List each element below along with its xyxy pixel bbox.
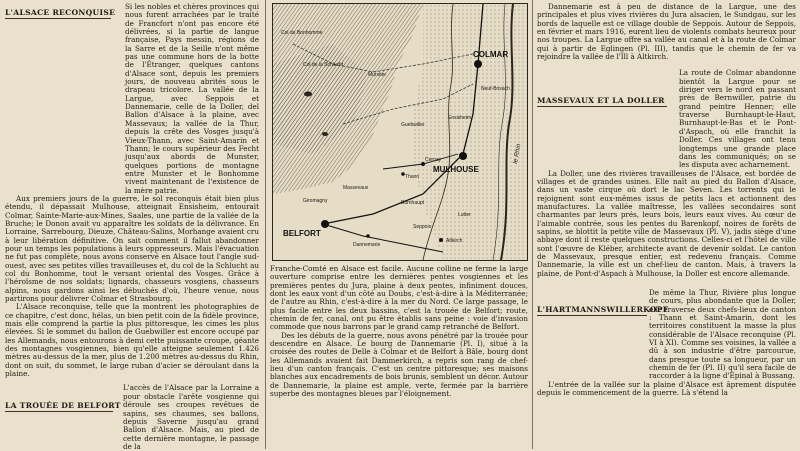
- town-label: Giromagny: [303, 198, 328, 204]
- town-label: Burnhaupt: [401, 200, 425, 206]
- city-label: MULHOUSE: [433, 165, 479, 174]
- town-label: Dannemarie: [353, 242, 381, 248]
- town-label: Altkirch: [446, 238, 463, 244]
- city-label: BELFORT: [283, 229, 321, 238]
- paragraph: Franche-Comté en Alsace est facile. Aucune colline ne ferme la large ouverture comprise entre les dernières pentes vosgiennes et les premières pentes du Jura, plaine à deux pentes, infiniment douces, dont les eaux vont d'un côté au Doubs, c'est-à-dire à la Méditerranée; de l'autre au Rhin, c'est-à-dire à la mer du Nord. Ce large passage, le plus facile entre les deux bassins, c'est la trouée de Belfort; route, chemin de fer, canal, ont pu être établis sans peine : voie d'invasion commode que nous barrons par le grand camp retranché de Belfort.: [270, 264, 528, 332]
- town-label: Col du Bonhomme: [281, 30, 323, 36]
- heading-underline: [537, 315, 647, 316]
- town-label: Thann: [405, 174, 420, 180]
- paragraph: L'entrée de la vallée sur la plaine d'Alsace est âprement disputée depuis le commencement de la guerre. Là s'étend la: [537, 379, 796, 398]
- heading-massevaux-et-la-doller: MASSEVAUX ET LA DOLLER: [537, 96, 665, 105]
- city-marker: [474, 60, 482, 68]
- heading-underline: [537, 106, 667, 107]
- paragraph: Aux premiers jours de la guerre, le sol reconquis était bien plus étendu, il dépassait Mulhouse, atteignait Ensisheim, entourait Colmar, Sainte-Marie-aux-Mines, Saales, une partie de la vallée de la Bruche; le Donon avait vu apparaître les soldats de la délivrance. En Lorraine, Sarrebourg, Dieuze, Château-Salins, Morhange avaient cru à leur libération définitive. On sait comment il fallut abandonner pour un temps les populations à leurs oppresseurs. Mais l'évacuation ne fut pas complète, nous avons conservé en Alsace tout l'angle sud-ouest, avec ses petites villes travailleuses et, du col de la Schlucht au col du Bonhomme, tout le versant oriental des Vosges. Grâce à l'héroïsme de nos soldats; lignards, chasseurs vosgiens, chasseurs alpins, nous gardons ainsi les débuchés d'où, l'heure venue, nous partirons pour délivrer Colmar et Strasbourg.: [5, 193, 259, 304]
- heading-alsace-reconquise: L'ALSACE RECONQUISE: [5, 8, 116, 17]
- city-marker: [459, 152, 467, 160]
- column-separator-left: [265, 0, 266, 449]
- map-alsace: [272, 3, 528, 261]
- town-label: Seppois: [413, 224, 432, 230]
- city-marker: [321, 220, 329, 228]
- town-label: Lutter: [458, 212, 471, 218]
- paragraph: L'accès de l'Alsace par la Lorraine a pour obstacle l'arête vosgienne qui déroule ses croupes revêtues de sapins, ses chaumes, ses ballons, depuis Saverne jusqu'au grand Ballon d'Alsace. Mais, au pied de cette dernière montagne, le passage de la: [123, 383, 259, 451]
- heading-hartmannswillerkopf: L'HARTMANNSWILLERKOPF: [537, 305, 669, 314]
- town-label: Neuf-Brisach: [481, 86, 510, 92]
- town-label: Massevaux: [343, 185, 369, 191]
- column-separator-right: [532, 0, 533, 449]
- town-label: Munster: [368, 72, 387, 78]
- paragraph: Dannemarie est à peu de distance de la Largue, une des principales et plus vives rivières du Jura alsacien, le Sundgau, sur les bords de laquelle est ce village double de Seppois. Autour de Seppois, en février et mars 1916, eurent lieu de violents combats heureux pour nos troupes. La Largue offre sa vallée au canal et à la route de Colmar qui à partir de Eglingen (Pl. III), tandis que le chemin de fer va rejoindre la vallée de l'Ill à Altkirch.: [537, 2, 796, 62]
- column-left: [5, 3, 259, 451]
- city-label: COLMAR: [473, 50, 509, 59]
- town-label: Ensisheim: [448, 115, 472, 121]
- paragraph: La Doller, une des rivières travailleuses de l'Alsace, est bordée de villages et de grandes usines. Elle naît au pied du Ballon d'Alsace, dans un vaste cirque où dort le lac Seven. Les torrents qui le rejoignent sont eux-mêmes issus de petits lacs et actionnent des manufactures. La vallée maîtresse, les vallées secondaires sont charmantes par leurs prés, leurs bois, leurs eaux vives. Au cœur de l'aimable contrée, sous les pentes du Barenkopf, noires de forêts de sapins, se blottit la petite ville de Massevaux (Pl. V), jadis siège d'une abbaye dont il reste quelques constructions. Celles-ci et l'hôtel de ville sont l'œuvre de Kléber, architecte avant de devenir soldat. Le canton de Massevaux, presque entier, est redevenu français. Comme Dannemarie, la ville est un chef-lieu de canton. Mais, à travers la plaine, de Pont-d'Aspach à Mulhouse, la Doller est encore allemande.: [537, 168, 796, 278]
- river-label: le Rhin: [512, 143, 523, 165]
- town-label: Cernay: [425, 157, 442, 163]
- column-middle: [270, 265, 528, 399]
- heading-underline: [5, 411, 113, 412]
- town-label: Col de la Schlucht: [303, 62, 344, 68]
- map-drawing: [273, 4, 527, 260]
- paragraph: Des les débuts de la guerre, nous avons pénétré par la trouée pour descendre en Alsace. Le bourg de Dannemarie (Pl. I), situé à la croisée des routes de Delle à Colmar et de Belfort à Bâle, bourg dont les Allemands avaient fait Dammerkirch, a repris son rang de chef-lieu d'un canton français. C'est un centre pittoresque; ses maisons blanches aux encadrements de bois brunis, semblent un décor. Autour de Dannemarie, la plaine est ample, verte, fermée par la barrière superbe des montagnes bleues par l'éloignement.: [270, 330, 528, 399]
- paragraph: De même la Thur, Rivière plus longue de cours, plus abondante que la Doller, elle traverse deux chefs-lieux de canton : Thann et Saint-Amarin, dont les territoires constituent la masse la plus considérable de l'Alsace reconquise (Pl. VI à XI). Comme ses voisines, la vallée a dû à son industrie d'être parcourue, dans presque toute sa longueur, par un chemin de fer (Pl. II) qu'il sera facile de raccorder à la ligne d'Epinal à Bussang.: [649, 288, 796, 381]
- heading-trouee-de-belfort: LA TROUÉE DE BELFORT: [5, 401, 121, 410]
- town-label: Guebwiller: [401, 122, 425, 128]
- paragraph: La route de Colmar abandonne bientôt la Largue pour se diriger vers le nord en passant près de Bernwiller, patrie du grand peintre Henner; elle traverse Burnhaupt-le-Haut, Burnhaupt-le-Bas et le Pont-d'Aspach, où elle franchit la Doller. Ces villages ont tenu longtemps une grande place dans les communiqués; on se les disputa avec acharnement.: [679, 68, 796, 170]
- paragraph: L'Alsace reconquise, telle que la montrent les photographies de ce chapitre, c'est donc, hélas, un bien petit coin de la fidèle province, mais elle comprend la partie la plus pittoresque, les cimes les plus élevées. Si le sommet du ballon de Guebwiller est encore occupé par les Allemands, nous entourons à demi cette puissante croupe, géante des montagnes vosgiennes, bien qu'elle atteigne seulement 1.426 mètres au-dessus de la mer, plus de 1.200 mètres au-dessus du Rhin, dont on suit, du sommet, le large ruban d'acier se déroulant dans la plaine.: [5, 302, 259, 379]
- paragraph: Si les nobles et chères provinces qui nous furent arrachées par le traité de Francfort n'ont pas encore été délivrées, si la partie de langue française, Pays messin, régions de la Sarre et de la Seille n'ont même pas une commune hors de la botte de l'Étranger, quelques cantons d'Alsace sont, depuis les premiers jours, de nouveau abrités sous le drapeau tricolore. La vallée de la Largue, avec Seppois et Dannemarie, celle de la Doller, del Ballon d'Alsace à la plaine, avec Massevaux; la vallée de la Thur, depuis la crête des Vosges jusqu'à Vieux-Thann, avec Saint-Amarin et Thann; le cours supérieur des Fecht jusqu'aux abords de Munster, quelques portions de montagne entre Munster et le Bonhomme vivent maintenant de l'existence de la mère patrie.: [125, 2, 259, 195]
- column-right: [537, 3, 796, 397]
